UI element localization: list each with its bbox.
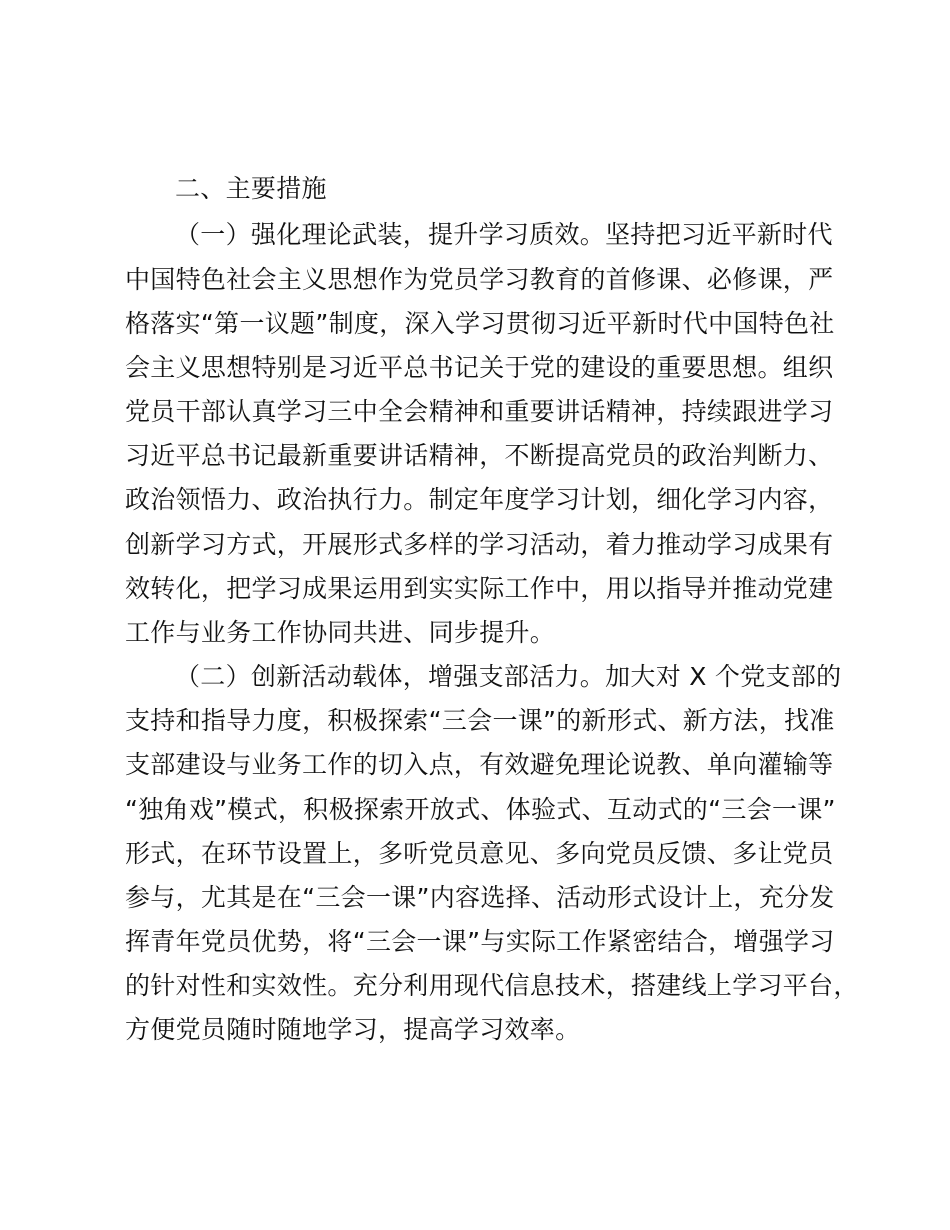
paragraph-line: 会主义思想特别是习近平总书记关于党的建设的重要思想。组织 (125, 353, 834, 382)
paragraph-line: 方便党员随时随地学习，提高学习效率。 (125, 1015, 581, 1044)
paragraph-line: 党员干部认真学习三中全会精神和重要讲话精神，持续跟进学习 (125, 397, 834, 426)
paragraph-line: 支持和指导力度，积极探索“三会一课”的新形式、新方法，找准 (125, 706, 835, 735)
paragraph-line: “独角戏”模式，积极探索开放式、体验式、互动式的“三会一课” (125, 795, 836, 824)
paragraph-line: 工作与业务工作协同共进、同步提升。 (125, 618, 556, 647)
paragraph-line: 格落实“第一议题”制度，深入学习贯彻习近平新时代中国特色社 (125, 309, 835, 338)
paragraph-line: 中国特色社会主义思想作为党员学习教育的首修课、必修课，严 (125, 265, 834, 294)
paragraph-line: 习近平总书记最新重要讲话精神，不断提高党员的政治判断力、 (125, 441, 834, 470)
paragraph-line: （一）强化理论武装，提升学习质效。坚持把习近平新时代 (175, 220, 833, 249)
paragraph-line: 的针对性和实效性。充分利用现代信息技术，搭建线上学习平台， (125, 971, 859, 1000)
paragraph-line: 创新学习方式，开展形式多样的学习活动，着力推动学习成果有 (125, 530, 834, 559)
section-heading: 二、主要措施 (175, 174, 327, 203)
paragraph-line: 支部建设与业务工作的切入点，有效避免理论说教、单向灌输等 (125, 750, 834, 779)
paragraph-line: 政治领悟力、政治执行力。制定年度学习计划，细化学习内容， (125, 485, 834, 514)
paragraph-line: （二）创新活动载体，增强支部活力。加大对 X 个党支部的 (175, 662, 842, 691)
paragraph-line: 效转化，把学习成果运用到实实际工作中，用以指导并推动党建 (125, 574, 834, 603)
paragraph-line: 参与，尤其是在“三会一课”内容选择、活动形式设计上，充分发 (125, 883, 835, 912)
paragraph-line: 形式，在环节设置上，多听党员意见、多向党员反馈、多让党员 (125, 839, 834, 868)
paragraph-line: 挥青年党员优势，将“三会一课”与实际工作紧密结合，增强学习 (125, 927, 835, 956)
